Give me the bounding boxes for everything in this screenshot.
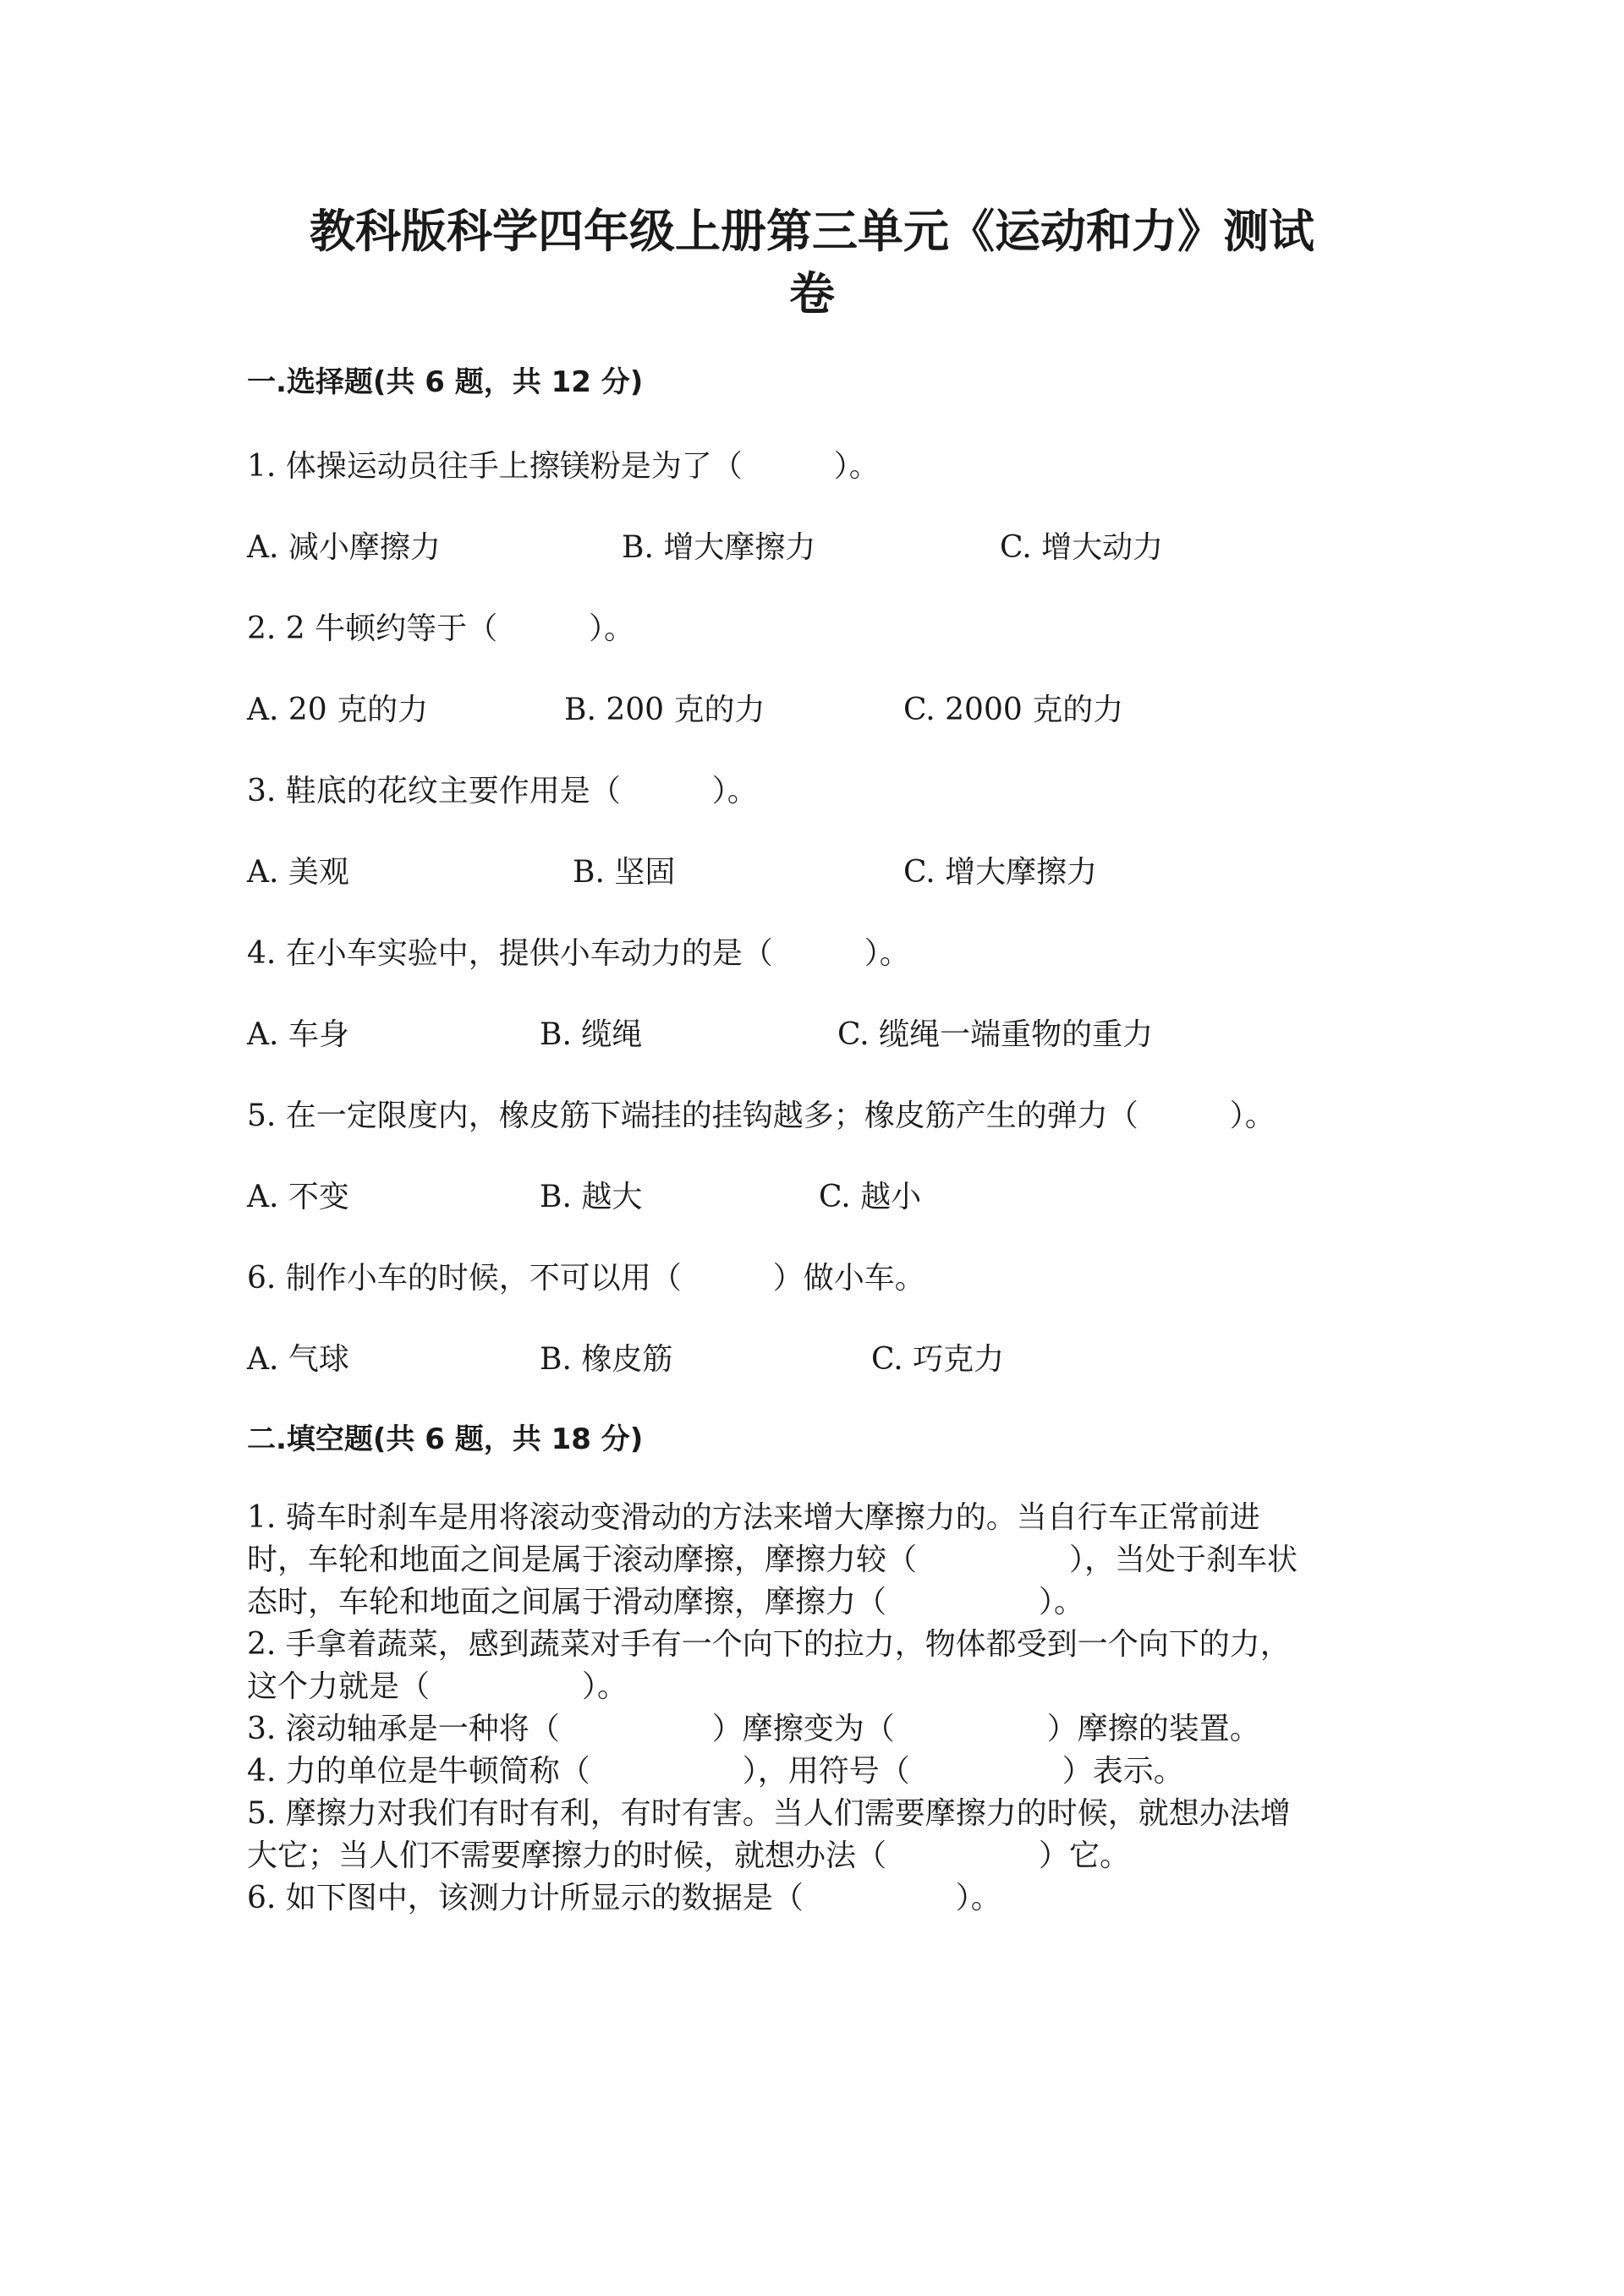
option-a: A. 美观 bbox=[247, 855, 349, 890]
title-line-1: 教科版科学四年级上册第三单元《运动和力》测试 bbox=[310, 205, 1314, 258]
fill-in-item bbox=[247, 1877, 1389, 1920]
option-c: C. 缆绳一端重物的重力 bbox=[837, 1017, 1154, 1052]
question-stem: 4. 在小车实验中，提供小车动力的是（ ）。 bbox=[247, 936, 910, 971]
item-line: 这个力就是（ ）。 bbox=[247, 1669, 628, 1704]
fill-in-item bbox=[247, 1624, 1389, 1708]
section-heading-fill-in: 二.填空题(共 6 题，共 18 分) bbox=[247, 1422, 644, 1456]
item-line: 5. 摩擦力对我们有时有利，有时有害。当人们需要摩擦力的时候，就想办法增 bbox=[247, 1796, 1291, 1831]
item-line: 2. 手拿着蔬菜，感到蔬菜对手有一个向下的拉力，物体都受到一个向下的力， bbox=[247, 1627, 1291, 1662]
option-b: B. 橡皮筋 bbox=[540, 1342, 673, 1377]
question-stem: 5. 在一定限度内，橡皮筋下端挂的挂钩越多；橡皮筋产生的弹力（ ）。 bbox=[247, 1099, 1276, 1133]
option-b: B. 增大摩擦力 bbox=[622, 530, 816, 565]
question-stem: 3. 鞋底的花纹主要作用是（ ）。 bbox=[247, 774, 758, 808]
section-heading-choice: 一.选择题(共 6 题，共 12 分) bbox=[247, 365, 644, 399]
title-line-2: 卷 bbox=[789, 267, 835, 321]
option-c: C. 增大摩擦力 bbox=[903, 855, 1098, 890]
option-b: B. 缆绳 bbox=[540, 1017, 643, 1052]
item-line: 4. 力的单位是牛顿简称（ ），用符号（ ）表示。 bbox=[247, 1754, 1184, 1789]
item-line: 6. 如下图中，该测力计所显示的数据是（ ）。 bbox=[247, 1881, 1001, 1915]
option-a: A. 20 克的力 bbox=[247, 693, 429, 727]
option-a: A. 不变 bbox=[247, 1180, 349, 1214]
item-line: 大它；当人们不需要摩擦力的时候，就想办法（ ）它。 bbox=[247, 1838, 1131, 1873]
option-c: C. 巧克力 bbox=[871, 1342, 1005, 1377]
question-stem: 2. 2 牛顿约等于（ ）。 bbox=[247, 611, 635, 646]
item-line: 1. 骑车时刹车是用将滚动变滑动的方法来增大摩擦力的。当自行车正常前进 bbox=[247, 1500, 1260, 1535]
question-stem: 6. 制作小车的时候，不可以用（ ）做小车。 bbox=[247, 1261, 925, 1296]
option-b: B. 越大 bbox=[540, 1180, 643, 1214]
option-c: C. 越小 bbox=[819, 1180, 922, 1214]
item-line: 3. 滚动轴承是一种将（ ）摩擦变为（ ）摩擦的装置。 bbox=[247, 1712, 1260, 1746]
question-stem: 1. 体操运动员往手上擦镁粉是为了（ ）。 bbox=[247, 449, 880, 484]
item-line: 态时，车轮和地面之间属于滑动摩擦，摩擦力（ ）。 bbox=[247, 1585, 1085, 1619]
fill-in-item bbox=[247, 1708, 1389, 1751]
option-c: C. 增大动力 bbox=[1000, 530, 1164, 565]
fill-in-item bbox=[247, 1497, 1389, 1624]
option-b: B. 200 克的力 bbox=[564, 693, 765, 727]
item-line: 时，车轮和地面之间是属于滚动摩擦，摩擦力较（ ），当处于刹车状 bbox=[247, 1543, 1298, 1577]
page-title bbox=[245, 201, 1379, 325]
option-c: C. 2000 克的力 bbox=[903, 693, 1124, 727]
option-b: B. 坚固 bbox=[573, 855, 676, 890]
option-a: A. 气球 bbox=[247, 1342, 349, 1377]
fill-in-item bbox=[247, 1751, 1389, 1793]
fill-in-item bbox=[247, 1793, 1389, 1877]
option-a: A. 车身 bbox=[247, 1017, 349, 1052]
option-a: A. 减小摩擦力 bbox=[247, 530, 441, 565]
